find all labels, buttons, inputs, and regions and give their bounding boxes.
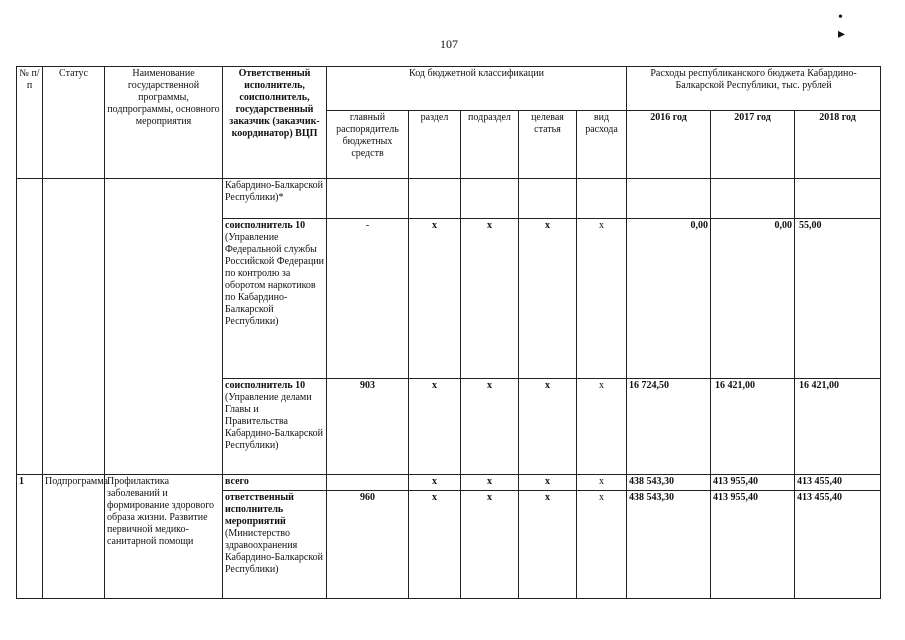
cell-2018: 413 455,40 xyxy=(795,475,881,491)
header-grbs: главный распорядитель бюджетных средств xyxy=(327,111,409,179)
cell-section: x xyxy=(409,379,461,475)
header-2017: 2017 год xyxy=(711,111,795,179)
budget-table xyxy=(16,66,881,599)
responsible-role: соисполнитель 10 xyxy=(225,380,306,391)
header-num: № п/п xyxy=(17,67,43,179)
cell-subsection: x xyxy=(461,491,519,599)
header-name: Наименование государственной программы, подпрограммы, основного мероприятия xyxy=(105,67,223,179)
cell-2017: 0,00 xyxy=(711,219,795,379)
cell-2018 xyxy=(795,179,881,219)
header-status: Статус xyxy=(43,67,105,179)
responsible-role: ответственный исполнитель мероприятий xyxy=(225,492,294,527)
page-number: 107 xyxy=(440,37,458,51)
cell-target: x xyxy=(519,491,577,599)
cell-2017 xyxy=(711,179,795,219)
cell-grbs xyxy=(327,475,409,491)
cell-exp-type: x xyxy=(577,379,627,475)
cell-section xyxy=(409,179,461,219)
cell-2018: 55,00 xyxy=(795,219,881,379)
header-expenses: Расходы республиканского бюджета Кабардино-Балкарской Республики, тыс. рублей xyxy=(627,67,881,111)
cell-subsection xyxy=(461,179,519,219)
corner-marks: • ▸ xyxy=(838,10,876,42)
responsible-text: (Министерство здравоохранения Кабардино-Балкарской Республики) xyxy=(225,528,324,575)
cell-subsection: x xyxy=(461,219,519,379)
header-target: целевая статья xyxy=(519,111,577,179)
cell-2017: 413 955,40 xyxy=(711,491,795,599)
cell-target: x xyxy=(519,475,577,491)
cell-grbs: 903 xyxy=(327,379,409,475)
header-2018: 2018 год xyxy=(795,111,881,179)
header-section: раздел xyxy=(409,111,461,179)
responsible-text: (Управление делами Главы и Правительства Кабардино-Балкарской Республики) xyxy=(225,392,324,451)
cell-responsible: всего xyxy=(223,475,327,491)
cell-grbs: - xyxy=(327,219,409,379)
cell-status: Подпрограмма xyxy=(43,475,105,599)
cell-exp-type: x xyxy=(577,219,627,379)
cell-status-empty xyxy=(43,179,105,475)
cell-subsection: x xyxy=(461,379,519,475)
cell-name-empty xyxy=(105,179,223,475)
responsible-text: Кабардино-Балкарской Республики)* xyxy=(225,180,324,203)
cell-2017: 16 421,00 xyxy=(711,379,795,475)
cell-num: 1 xyxy=(17,475,43,599)
cell-2016: 438 543,30 xyxy=(627,491,711,599)
cell-2016: 16 724,50 xyxy=(627,379,711,475)
header-2016: 2016 год xyxy=(627,111,711,179)
cell-grbs xyxy=(327,179,409,219)
cell-2016 xyxy=(627,179,711,219)
cell-exp-type: x xyxy=(577,491,627,599)
cell-subsection: x xyxy=(461,475,519,491)
cell-2018: 413 455,40 xyxy=(795,491,881,599)
cell-target: x xyxy=(519,219,577,379)
cell-2017: 413 955,40 xyxy=(711,475,795,491)
header-responsible: Ответственный исполнитель, соисполнитель, государственный заказчик (заказчик-координатор) ВЦП xyxy=(223,67,327,179)
cell-2016: 438 543,30 xyxy=(627,475,711,491)
responsible-role: соисполнитель 10 xyxy=(225,220,306,231)
cell-responsible xyxy=(223,491,327,599)
table-row xyxy=(17,179,881,219)
cell-section: x xyxy=(409,491,461,599)
header-budget-code: Код бюджетной классификации xyxy=(327,67,627,111)
cell-section: x xyxy=(409,475,461,491)
header-exp-type: вид расхода xyxy=(577,111,627,179)
cell-exp-type: x xyxy=(577,475,627,491)
cell-responsible xyxy=(223,379,327,475)
responsible-text: (Управление Федеральной службы Российской Федерации по контролю за оборотом наркотиков по Кабардино-Балкарской Республики) xyxy=(225,232,325,327)
header-subsection: подраздел xyxy=(461,111,519,179)
cell-exp-type xyxy=(577,179,627,219)
cell-target xyxy=(519,179,577,219)
cell-name: Профилактика заболеваний и формирование здорового образа жизни. Развитие первичной медико-санитарной помощи xyxy=(105,475,223,599)
cell-2018: 16 421,00 xyxy=(795,379,881,475)
cell-section: x xyxy=(409,219,461,379)
cell-grbs: 960 xyxy=(327,491,409,599)
cell-2016: 0,00 xyxy=(627,219,711,379)
cell-num-empty xyxy=(17,179,43,475)
cell-target: x xyxy=(519,379,577,475)
cell-responsible xyxy=(223,219,327,379)
table-row xyxy=(17,475,881,491)
cell-responsible xyxy=(223,179,327,219)
